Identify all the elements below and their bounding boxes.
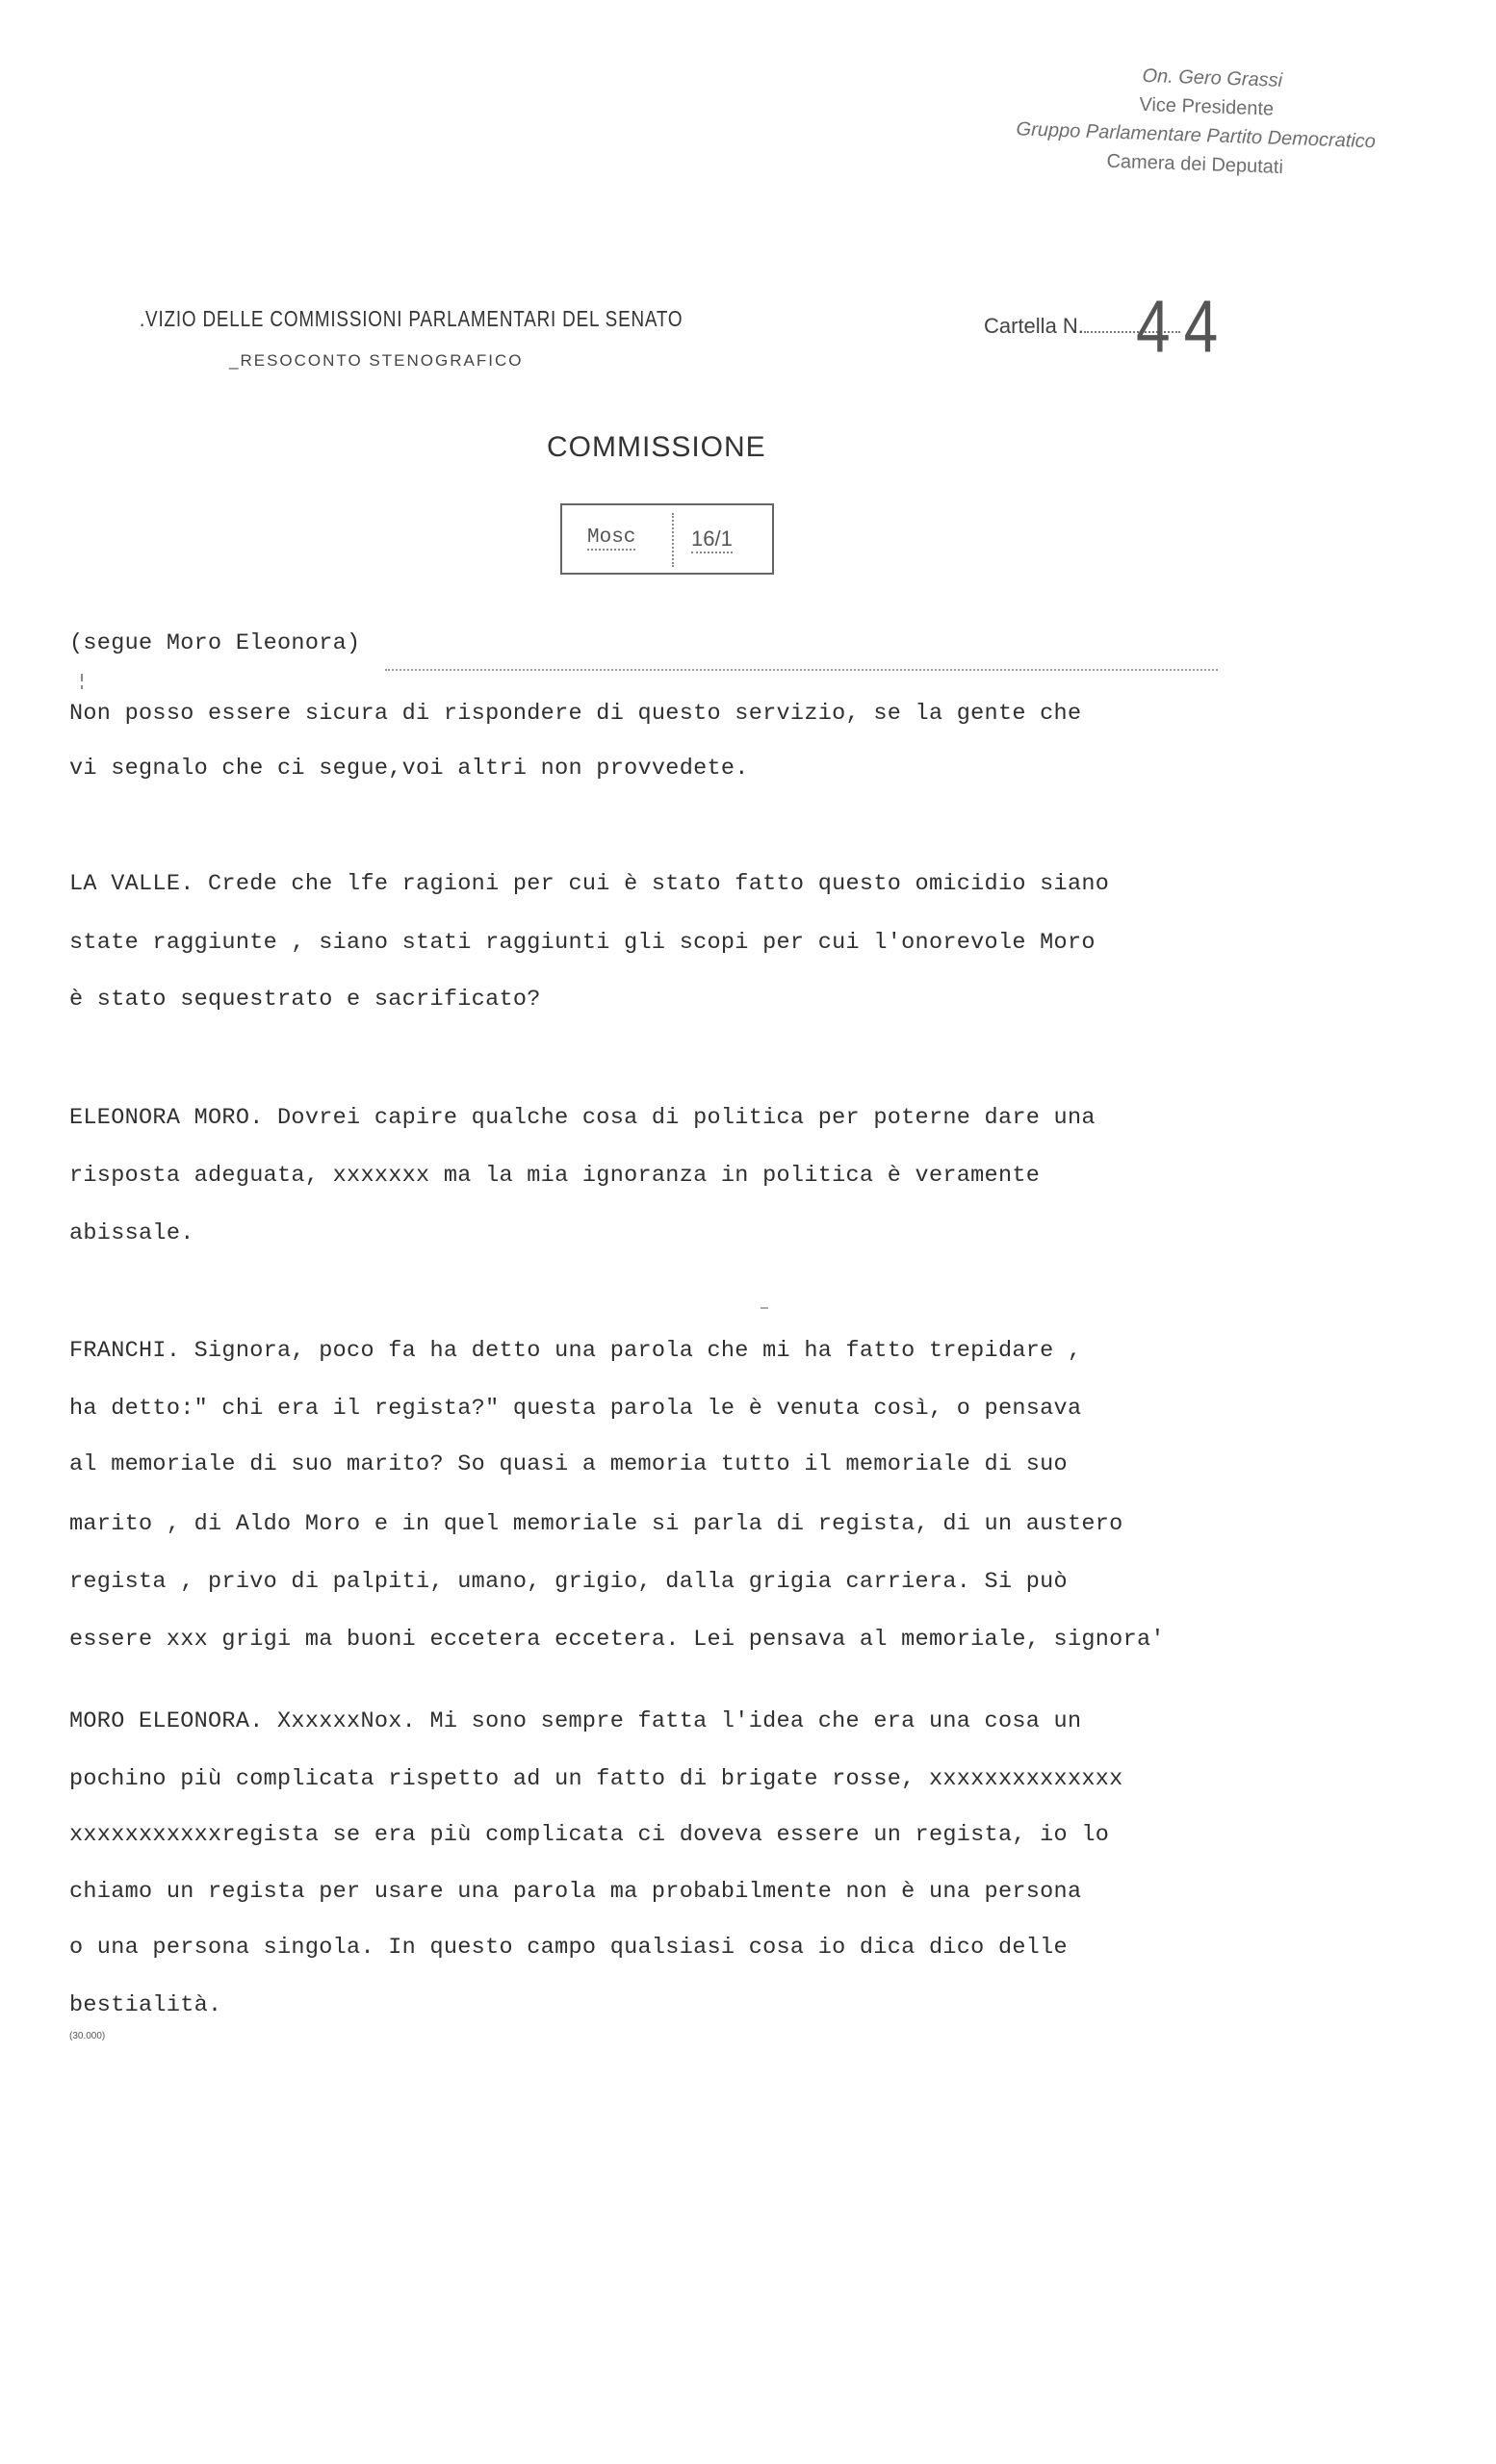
- text-line: pochino più complicata rispetto ad un fatto di brigate rosse, xxxxxxxxxxxxxx: [69, 1766, 1123, 1792]
- resoconto-header: _RESOCONTO STENOGRAFICO: [229, 351, 524, 370]
- deputy-stamp: [978, 56, 1415, 187]
- text-line: bestialità.: [69, 1992, 222, 2018]
- segue-dotted-line: [385, 669, 1218, 671]
- text-line: marito , di Aldo Moro e in quel memoriale si parla di regista, di un austero: [69, 1511, 1123, 1537]
- stamp-group: Gruppo Parlamentare Partito Democratico: [1016, 118, 1377, 153]
- text-line: FRANCHI. Signora, poco fa ha detto una parola che mi ha fatto trepidare ,: [69, 1338, 1082, 1364]
- session-box-separator: [672, 513, 674, 567]
- session-code: Mosc: [587, 526, 636, 549]
- cartella-label-text: Cartella N.: [984, 314, 1084, 338]
- service-header: .VIZIO DELLE COMMISSIONI PARLAMENTARI DEL SENATO: [140, 306, 684, 331]
- text-line: ELEONORA MORO. Dovrei capire qualche cosa di politica per poterne dare una: [69, 1105, 1096, 1131]
- stamp-name: On. Gero Grassi: [1142, 64, 1283, 91]
- text-line: chiamo un regista per usare una parola ma probabilmente non è una persona: [69, 1879, 1082, 1905]
- cartella-number: 44: [1136, 284, 1232, 369]
- text-line: xxxxxxxxxxxregista se era più complicata ci doveva essere un regista, io lo: [69, 1822, 1110, 1848]
- text-line: o una persona singola. In questo campo qualsiasi cosa io dica dico delle: [69, 1935, 1068, 1961]
- stamp-chamber: Camera dei Deputati: [1106, 150, 1284, 178]
- text-line: state raggiunte , siano stati raggiunti gli scopi per cui l'onorevole Moro: [69, 930, 1096, 956]
- footer-code: (30.000): [69, 2031, 106, 2041]
- text-line: vi segnalo che ci segue,voi altri non provvedete.: [69, 756, 749, 782]
- text-line: LA VALLE. Crede che lfe ragioni per cui è stato fatto questo omicidio siano: [69, 871, 1110, 897]
- text-line: ha detto:" chi era il regista?" questa parola le è venuta così, o pensava: [69, 1396, 1082, 1422]
- text-line: abissale.: [69, 1220, 194, 1246]
- text-line: al memoriale di suo marito? So quasi a memoria tutto il memoriale di suo: [69, 1451, 1068, 1477]
- stamp-title: Vice Presidente: [1139, 93, 1275, 120]
- scan-mark: [761, 1307, 768, 1309]
- text-line: risposta adeguata, xxxxxxx ma la mia ignoranza in politica è veramente: [69, 1163, 1041, 1189]
- text-line: MORO ELEONORA. XxxxxxNox. Mi sono sempre fatta l'idea che era una cosa un: [69, 1708, 1082, 1734]
- text-line: regista , privo di palpiti, umano, grigio, dalla grigia carriera. Si può: [69, 1569, 1068, 1595]
- text-line: essere xxx grigi ma buoni eccetera eccetera. Lei pensava al memoriale, signora': [69, 1627, 1165, 1653]
- text-line: è stato sequestrato e sacrificato?: [69, 987, 541, 1013]
- text-line: (segue Moro Eleonora): [69, 630, 361, 656]
- session-box: [560, 503, 774, 575]
- text-line: Non posso essere sicura di rispondere di questo servizio, se la gente che: [69, 701, 1082, 727]
- commissione-title: COMMISSIONE: [547, 431, 766, 463]
- tick-mark: [81, 674, 83, 681]
- tick-mark: [81, 685, 83, 689]
- session-page: 16/1: [691, 526, 733, 553]
